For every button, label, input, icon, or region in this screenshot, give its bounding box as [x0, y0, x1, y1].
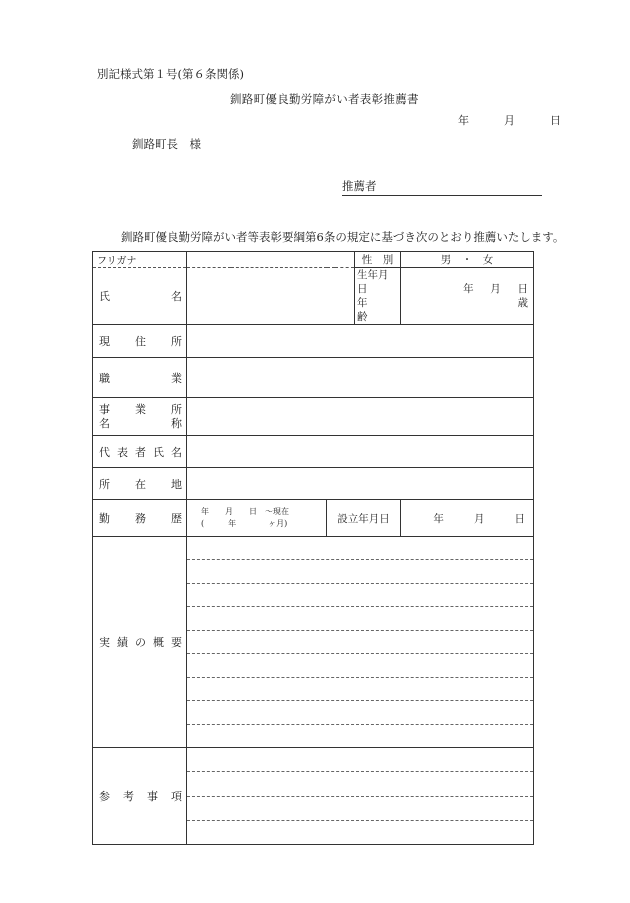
name-label-cell: [93, 268, 187, 325]
business-name-label-1: 事 業 所: [99, 402, 182, 416]
notes-label: 参 考 事 項: [99, 790, 182, 803]
business-name-label-2: 名 称: [99, 416, 182, 430]
occupation-label: 職 業: [99, 371, 182, 385]
birth-year: 年: [463, 283, 474, 295]
furigana-label: フリガナ: [97, 256, 137, 267]
work-history-input[interactable]: [187, 500, 327, 537]
notes-label-cell: [93, 748, 187, 845]
address-label: 現 住 所: [99, 335, 182, 348]
location-label-cell: [93, 468, 187, 500]
writing-line: [187, 560, 533, 583]
writing-line: [187, 584, 533, 607]
business-name-input[interactable]: [187, 398, 534, 436]
established-input[interactable]: [401, 500, 534, 537]
form-number-label: 別記様式第１号(第６条関係): [97, 67, 244, 81]
work-history-period: ( 年 ヶ月): [201, 519, 288, 528]
name-label: 氏 名: [99, 290, 182, 303]
writing-line: [187, 631, 533, 654]
birth-month: 月: [490, 283, 501, 295]
writing-line: [187, 701, 533, 724]
notes-input[interactable]: [187, 748, 534, 845]
business-name-label-cell: [93, 398, 187, 436]
established-month: 月: [473, 512, 485, 525]
intro-text: 釧路町優良勤労障がい者等表彰要綱第6条の規定に基づき次のとおり推薦いたします。: [121, 230, 565, 244]
writing-line: [187, 678, 533, 701]
work-history-from: 年 月 日 ～現在: [201, 507, 289, 516]
location-label: 所 在 地: [99, 477, 182, 491]
furigana-input[interactable]: [187, 252, 355, 268]
writing-line: [187, 797, 533, 821]
work-history-label: 勤 務 歴: [99, 512, 182, 525]
birth-age-label-cell: [355, 268, 401, 325]
date-year: 年: [458, 114, 469, 127]
date-day: 日: [550, 114, 561, 127]
gender-label: 性 別: [361, 254, 394, 266]
achievements-label-cell: [93, 537, 187, 748]
writing-line: [187, 654, 533, 677]
writing-line: [187, 821, 533, 844]
occupation-label-cell: [93, 358, 187, 398]
address-input[interactable]: [187, 325, 534, 358]
representative-label-cell: [93, 436, 187, 468]
established-day: 日: [514, 512, 525, 525]
recommender-label: 推薦者: [342, 179, 377, 193]
birth-age-input[interactable]: [401, 268, 534, 325]
date-month: 月: [504, 114, 515, 127]
achievements-label: 実 績 の 概 要: [99, 636, 182, 649]
achievements-lines: [187, 537, 533, 747]
addressee: 釧路町長 様: [132, 137, 201, 151]
furigana-label-cell: [93, 252, 187, 268]
gender-options[interactable]: [401, 252, 534, 268]
age-label: 年 齢: [357, 297, 389, 323]
notes-lines: [187, 748, 533, 844]
writing-line: [187, 537, 533, 560]
recommender-line[interactable]: [342, 178, 542, 196]
birth-date-fields: [401, 282, 528, 296]
date-line: [458, 112, 561, 128]
writing-line: [187, 725, 533, 747]
occupation-input[interactable]: [187, 358, 534, 398]
location-input[interactable]: [187, 468, 534, 500]
birth-day: 日: [517, 283, 528, 295]
established-label-cell: [327, 500, 401, 537]
work-history-label-cell: [93, 500, 187, 537]
representative-input[interactable]: [187, 436, 534, 468]
age-unit: 歳: [517, 297, 528, 309]
gender-label-cell: [355, 252, 401, 268]
gender-options-text: 男 ・ 女: [440, 254, 494, 266]
established-label: 設立年月日: [337, 512, 390, 525]
writing-line: [187, 607, 533, 630]
name-input[interactable]: [187, 268, 355, 325]
recommendation-form-table: [92, 251, 534, 845]
achievements-input[interactable]: [187, 537, 534, 748]
representative-label: 代表者氏名: [99, 445, 182, 459]
writing-line: [187, 748, 533, 772]
address-label-cell: [93, 325, 187, 358]
birthdate-label: 生年月日: [357, 269, 389, 295]
established-year: 年: [433, 512, 444, 525]
writing-line: [187, 772, 533, 796]
document-title: 釧路町優良勤労障がい者表彰推薦書: [230, 92, 419, 106]
